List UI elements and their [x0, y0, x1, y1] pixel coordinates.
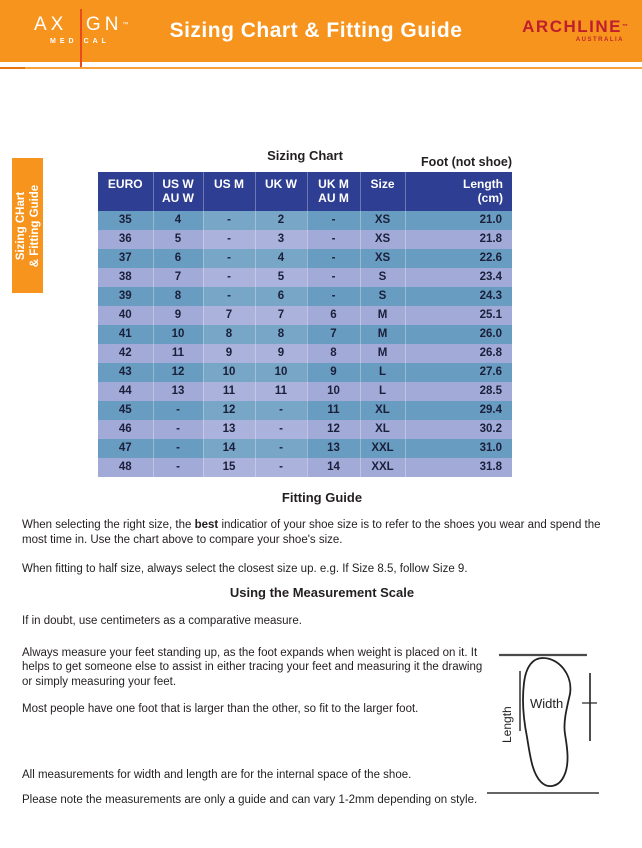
archline-tm: ™ — [622, 24, 628, 30]
sizing-table-body — [98, 211, 512, 477]
table-cell: S — [360, 268, 405, 287]
col-header-size: Size — [360, 172, 405, 211]
table-cell: 27.6 — [405, 363, 512, 382]
p1-post: indicatior of your shoe size is to refer to the shoes you wear and spend the most time in. Use the chart above to compare your shoe's size. — [22, 519, 601, 546]
table-cell: 6 — [153, 249, 203, 268]
table-cell: - — [307, 268, 360, 287]
table-cell: 7 — [203, 306, 255, 325]
col-header-uk-m: UK M AU M — [307, 172, 360, 211]
table-cell: 29.4 — [405, 401, 512, 420]
side-tab-label — [14, 184, 42, 266]
col-header-us-m: US M — [203, 172, 255, 211]
table-cell: 21.8 — [405, 230, 512, 249]
table-cell: 6 — [255, 287, 307, 306]
measurement-paragraph-5: Please note the measurements are only a guide and can vary 1-2mm depending on style. — [22, 794, 478, 806]
table-cell: XXL — [360, 439, 405, 458]
table-row — [98, 268, 512, 287]
header-divider-line — [0, 67, 642, 69]
side-tab-sizing-chart — [12, 158, 43, 293]
width-label: Width — [530, 696, 564, 711]
table-cell: 31.0 — [405, 439, 512, 458]
table-cell: - — [153, 458, 203, 477]
axign-left: AX — [34, 14, 68, 35]
table-cell: XL — [360, 420, 405, 439]
table-cell: 10 — [307, 382, 360, 401]
side-tab-line1: Sizing CHart — [14, 191, 27, 260]
table-row — [98, 287, 512, 306]
table-cell: 4 — [153, 211, 203, 230]
table-cell: 37 — [118, 252, 132, 264]
table-row — [98, 249, 512, 268]
axign-right: GN — [85, 14, 123, 35]
table-cell: 9 — [255, 344, 307, 363]
table-cell: 47 — [118, 442, 132, 454]
table-cell: 31.8 — [405, 458, 512, 477]
foot-measurement-diagram — [487, 645, 627, 800]
fitting-guide-heading: Fitting Guide — [281, 490, 363, 505]
archline-text: ARCHLINE — [522, 17, 622, 36]
table-cell: - — [307, 287, 360, 306]
table-cell: - — [255, 439, 307, 458]
table-cell: 8 — [307, 344, 360, 363]
table-row — [98, 439, 512, 458]
table-cell: 5 — [153, 230, 203, 249]
table-cell: 8 — [153, 287, 203, 306]
table-cell: - — [153, 420, 203, 439]
table-row — [98, 363, 512, 382]
table-cell: 5 — [255, 268, 307, 287]
sizing-chart-section — [98, 146, 512, 477]
table-cell: - — [255, 401, 307, 420]
table-row — [98, 211, 512, 230]
archline-wordmark — [500, 18, 628, 36]
foot-not-shoe-label: Foot (not shoe) — [421, 155, 512, 169]
table-cell: 14 — [307, 458, 360, 477]
table-cell: 13 — [307, 439, 360, 458]
table-cell: 30.2 — [405, 420, 512, 439]
measurement-paragraph-3: Most people have one foot that is larger than the other, so fit to the larger foot. — [22, 703, 419, 715]
table-cell: 38 — [118, 271, 132, 283]
table-row — [98, 382, 512, 401]
table-cell: 21.0 — [405, 211, 512, 230]
table-cell: 12 — [203, 401, 255, 420]
measurement-paragraph-4: All measurements for width and length are for the internal space of the shoe. — [22, 768, 412, 781]
col-header-uk-w: UK W — [255, 172, 307, 211]
table-cell: XS — [360, 211, 405, 230]
sizing-table-header — [98, 172, 512, 211]
table-cell: - — [203, 249, 255, 268]
table-cell: 7 — [255, 306, 307, 325]
table-cell: 10 — [255, 363, 307, 382]
col-header-euro: EURO — [98, 172, 153, 211]
table-cell: 10 — [203, 363, 255, 382]
table-cell: - — [255, 420, 307, 439]
medical-right: CAL — [83, 38, 110, 45]
table-cell: - — [203, 211, 255, 230]
table-cell: - — [203, 230, 255, 249]
table-cell: - — [307, 211, 360, 230]
table-cell: 23.4 — [405, 268, 512, 287]
medical-left: MED — [50, 38, 78, 45]
table-cell: M — [360, 344, 405, 363]
table-cell: 13 — [203, 420, 255, 439]
table-row — [98, 344, 512, 363]
table-cell: 40 — [118, 309, 132, 321]
table-row — [98, 401, 512, 420]
page-title: Sizing Chart & Fitting Guide — [169, 19, 463, 42]
col-header-us-w: US W AU W — [153, 172, 203, 211]
table-row — [98, 458, 512, 477]
p1-pre: When selecting the right size, the — [22, 519, 195, 531]
table-cell: 26.8 — [405, 344, 512, 363]
table-cell: 11 — [307, 401, 360, 420]
table-cell: 39 — [118, 290, 132, 302]
table-cell: 48 — [118, 461, 132, 473]
table-cell: 8 — [203, 325, 255, 344]
measurement-paragraph-1: If in doubt, use centimeters as a comparative measure. — [22, 615, 302, 627]
header-row — [98, 172, 512, 211]
axign-medical-logo — [34, 14, 129, 47]
table-cell: 7 — [153, 268, 203, 287]
fitting-guide-paragraph-1 — [22, 518, 620, 547]
table-cell: - — [255, 458, 307, 477]
table-cell: 14 — [203, 439, 255, 458]
table-cell: 43 — [118, 366, 132, 378]
header-divider-accent — [0, 67, 25, 69]
table-cell: 15 — [203, 458, 255, 477]
table-cell: S — [360, 287, 405, 306]
table-cell: 2 — [255, 211, 307, 230]
table-cell: 12 — [307, 420, 360, 439]
length-label: Length — [500, 706, 514, 743]
measurement-paragraph-2: Always measure your feet standing up, as the foot expands when weight is placed on it. It helps to get someone else to assist in either tracing your feet and measuring it the drawing or simply measuring your feet. — [22, 646, 483, 688]
col-header-length-cm: Length (cm) — [405, 172, 512, 211]
table-cell: 28.5 — [405, 382, 512, 401]
table-cell: 9 — [307, 363, 360, 382]
table-cell: M — [360, 325, 405, 344]
table-cell: XL — [360, 401, 405, 420]
side-tab-line2: & Fitting Guide — [28, 184, 41, 267]
table-cell: 45 — [118, 404, 132, 416]
table-row — [98, 306, 512, 325]
archline-logo — [500, 18, 628, 44]
table-cell: M — [360, 306, 405, 325]
table-cell: - — [153, 439, 203, 458]
table-cell: - — [203, 268, 255, 287]
table-cell: 42 — [118, 347, 132, 359]
sizing-chart-titles — [98, 146, 512, 172]
sizing-table — [98, 172, 512, 477]
table-cell: 46 — [118, 423, 132, 435]
table-cell: XS — [360, 230, 405, 249]
table-cell: L — [360, 382, 405, 401]
table-cell: 7 — [307, 325, 360, 344]
logo-red-line — [80, 9, 82, 67]
fitting-guide-section — [22, 490, 622, 577]
table-cell: XS — [360, 249, 405, 268]
measurement-scale-heading: Using the Measurement Scale — [229, 585, 415, 600]
foot-outline-path — [523, 658, 570, 786]
table-row — [98, 230, 512, 249]
axign-tm: ™ — [122, 22, 129, 28]
table-cell: 36 — [118, 233, 132, 245]
top-header-bar — [0, 0, 642, 62]
table-cell: 9 — [153, 306, 203, 325]
table-cell: 12 — [153, 363, 203, 382]
table-cell: - — [307, 230, 360, 249]
table-cell: 11 — [153, 344, 203, 363]
foot-outline-drawing — [487, 645, 627, 800]
table-cell: 9 — [203, 344, 255, 363]
archline-australia: AUSTRALIA — [575, 37, 624, 43]
table-cell: L — [360, 363, 405, 382]
fitting-guide-paragraph-2: When fitting to half size, always select the closest size up. e.g. If Size 8.5, follow Size 9. — [22, 563, 468, 575]
table-cell: 41 — [118, 328, 132, 340]
sizing-chart-title: Sizing Chart — [267, 148, 343, 163]
table-cell: 26.0 — [405, 325, 512, 344]
table-cell: - — [307, 249, 360, 268]
table-cell: - — [203, 287, 255, 306]
table-cell: 8 — [255, 325, 307, 344]
table-cell: 3 — [255, 230, 307, 249]
table-cell: 22.6 — [405, 249, 512, 268]
table-cell: 4 — [255, 249, 307, 268]
table-row — [98, 420, 512, 439]
table-cell: 11 — [255, 382, 307, 401]
table-cell: 13 — [153, 382, 203, 401]
table-cell: 44 — [118, 385, 132, 397]
table-cell: 24.3 — [405, 287, 512, 306]
table-cell: 10 — [153, 325, 203, 344]
table-cell: 6 — [307, 306, 360, 325]
table-cell: 11 — [203, 382, 255, 401]
p1-bold-best: best — [194, 519, 219, 531]
table-cell: 35 — [118, 214, 132, 226]
table-cell: XXL — [360, 458, 405, 477]
table-row — [98, 325, 512, 344]
table-cell: 25.1 — [405, 306, 512, 325]
table-cell: - — [153, 401, 203, 420]
